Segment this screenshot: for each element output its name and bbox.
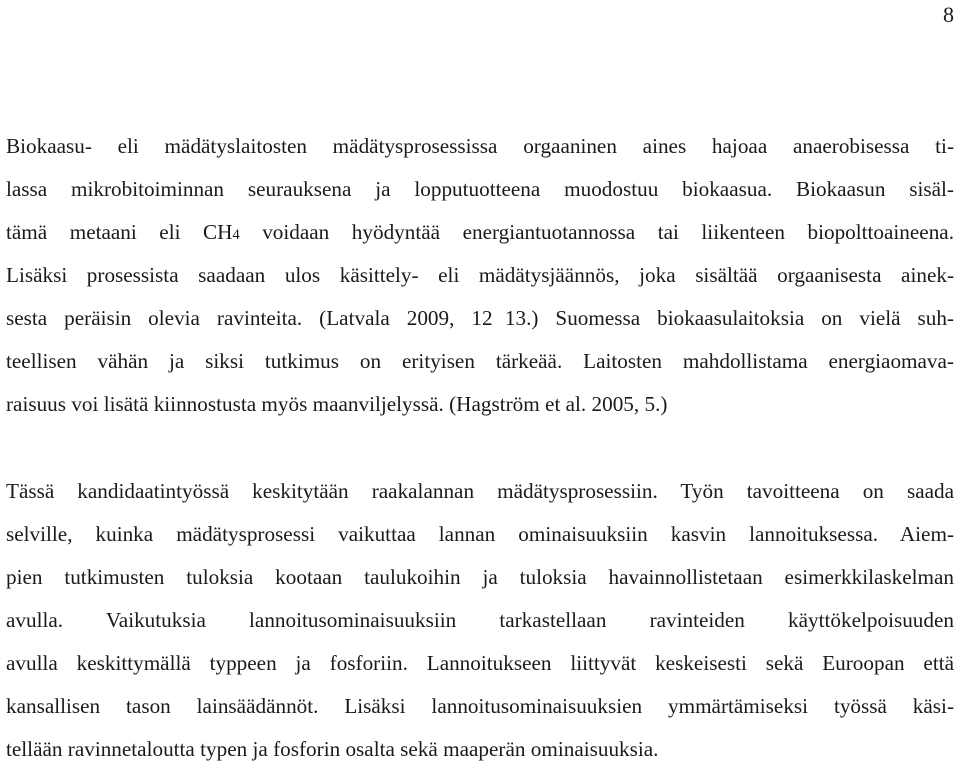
text-line: sesta peräisin olevia ravinteita. (Latvala 2009, 12 13.) Suomessa biokaasulaitoksia on vielä suh- [6,306,954,330]
paragraph-biogas-intro [6,125,954,426]
formula-suffix: voidaan hyödyntää energiantuotannossa tai liikenteen biopolttoaineena. [239,220,954,244]
text-line: lassa mikrobitoiminnan seurauksena ja lopputuotteena muodostuu biokaasua. Biokaasun sisäl- [6,177,954,201]
text-line: avulla. Vaikutuksia lannoitusominaisuuksiin tarkastellaan ravinteiden käyttökelpoisuuden [6,608,954,632]
text-line: kansallisen tason lainsäädännöt. Lisäksi lannoitusominaisuuksien ymmärtämiseksi työssä käsi- [6,694,954,718]
text-line: Lisäksi prosessista saadaan ulos käsittely- eli mädätysjäännös, joka sisältää orgaanisesta ainek- [6,263,954,287]
formula-subscript: 4 [232,227,240,243]
text-line: selville, kuinka mädätysprosessi vaikuttaa lannan ominaisuuksiin kasvin lannoituksessa. Aiem- [6,522,954,546]
text-line: Biokaasu- eli mädätyslaitosten mädätysprosessissa orgaaninen aines hajoaa anaerobisessa ti- [6,134,954,158]
text-line: teellisen vähän ja siksi tutkimus on erityisen tärkeää. Laitosten mahdollistama energiaomava- [6,349,954,373]
text-line: pien tutkimusten tuloksia kootaan taulukoihin ja tuloksia havainnollistetaan esimerkkilaskelman [6,565,954,589]
text-line: tellään ravinnetaloutta typen ja fosforin osalta sekä maaperän ominaisuuksia. [6,737,659,761]
text-line: Tässä kandidaatintyössä keskitytään raakalannan mädätysprosessiin. Työn tavoitteena on saada [6,479,954,503]
text-line: avulla keskittymällä typpeen ja fosforiin. Lannoitukseen liittyvät keskeisesti sekä Euroopan että [6,651,954,675]
paragraph-thesis-scope [6,470,954,771]
text-line-with-formula [6,211,954,254]
formula-prefix: tämä metaani eli CH [6,220,233,244]
text-line: raisuus voi lisätä kiinnostusta myös maanviljelyssä. (Hagström et al. 2005, 5.) [6,392,668,416]
page-number: 8 [943,2,954,27]
